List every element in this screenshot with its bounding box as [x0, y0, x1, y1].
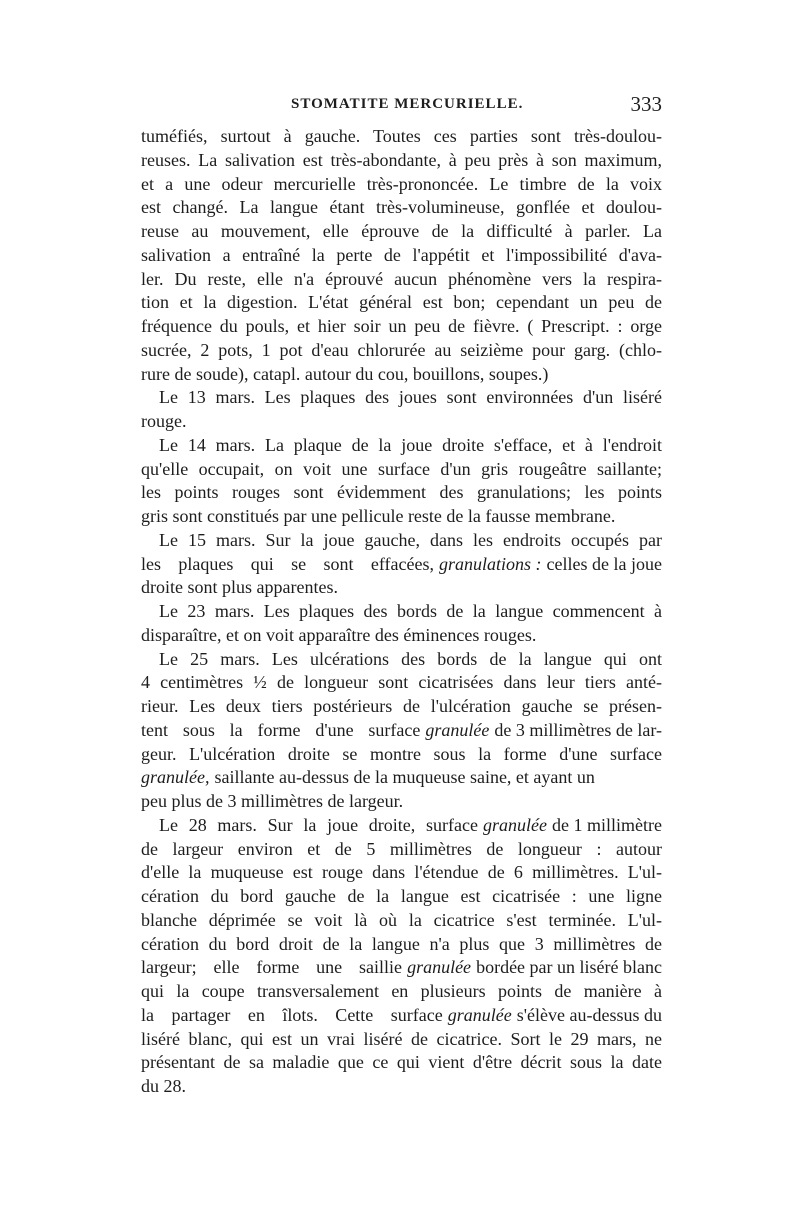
text-segment: qui la coupe transversalement en plusieurs points de manière à [141, 981, 662, 1001]
text-line [141, 1028, 662, 1052]
text-segment: geur. L'ulcération droite se montre sous la forme d'une surface [141, 743, 662, 764]
text-line [141, 315, 662, 339]
text-line [141, 196, 662, 220]
text-line [141, 624, 662, 648]
text-segment: disparaître, et on voit apparaître des éminences rouges. [141, 624, 537, 645]
text-line [141, 173, 662, 197]
text-line [141, 149, 662, 173]
text-line [141, 1075, 662, 1099]
text-segment: d'elle la muqueuse est rouge dans l'étendue de 6 millimètres. L'ul- [141, 862, 662, 883]
text-segment: gris sont constitués par une pellicule reste de la fausse membrane. [141, 506, 616, 526]
text-segment: la partager en îlots. Cette surface [141, 1004, 443, 1025]
text-segment: blanche déprimée se voit là où la cicatrice s'est terminée. L'ul- [141, 909, 662, 930]
text-segment: Le 25 mars. Les ulcérations des bords de la langue qui ont [159, 648, 662, 669]
text-line [141, 933, 662, 957]
running-head [141, 92, 662, 120]
text-line [141, 766, 662, 790]
text-segment: peu plus de 3 millimètres de largeur. [141, 791, 404, 811]
text-segment: de 3 millimètres de lar- [494, 719, 662, 740]
text-segment: 4 centimètres ½ de longueur sont cicatrisées dans leur tiers anté- [141, 672, 662, 693]
text-line [141, 980, 662, 1004]
text-line [141, 529, 662, 553]
text-segment: les points rouges sont évidemment des granulations; les points [141, 482, 662, 503]
text-line [141, 410, 662, 434]
text-segment: rieur. Les deux tiers postérieurs de l'ulcération gauche se présen- [141, 696, 662, 716]
text-segment: saillante au-dessus de la muqueuse saine, et ayant un [214, 767, 595, 788]
text-line [141, 909, 662, 933]
running-title: STOMATITE MERCURIELLE. [291, 96, 524, 112]
text-segment: sucrée, 2 pots, 1 pot d'eau chlorurée au seizième pour garg. (chlo- [141, 339, 662, 360]
text-line [141, 481, 662, 505]
text-segment: est changé. La langue étant très-volumineuse, gonflée et doulou- [141, 197, 662, 218]
text-segment: reuses. La salivation est très-abondante, à peu près à son maximum, [141, 149, 662, 170]
text-segment: liséré blanc, qui est un vrai liséré de cicatrice. Sort le 29 mars, ne [141, 1028, 662, 1049]
text-segment: du 28. [141, 1076, 186, 1096]
text-segment: les plaques qui se sont effacées, [141, 553, 434, 574]
text-line [141, 956, 662, 980]
text-line [141, 648, 662, 672]
text-segment: et a une odeur mercurielle très-prononcée. Le timbre de la voix [141, 173, 662, 194]
text-segment: tion et la digestion. L'état général est bon; cependant un peu de [141, 292, 662, 313]
text-line [141, 434, 662, 458]
text-segment: Le 14 mars. La plaque de la joue droite s'efface, et à l'endroit [159, 434, 662, 455]
text-line [141, 125, 662, 149]
italic-term: granulations : [439, 553, 542, 574]
text-line [141, 719, 662, 743]
text-line [141, 386, 662, 410]
text-line [141, 339, 662, 363]
italic-term: granulée [447, 1004, 512, 1025]
text-line [141, 1051, 662, 1075]
text-segment: s'élève au-dessus du [516, 1004, 662, 1025]
body-text [141, 125, 662, 1099]
text-line [141, 576, 662, 600]
text-segment: rure de soude), catapl. autour du cou, bouillons, soupes.) [141, 363, 549, 384]
italic-term: granulée [407, 957, 472, 978]
text-segment: Le 28 mars. Sur la joue droite, surface [159, 814, 478, 835]
text-line [141, 743, 662, 767]
italic-term: granulée [483, 814, 547, 835]
text-segment: fréquence du pouls, et hier soir un peu de fièvre. ( Prescript. : orge [141, 316, 662, 336]
text-segment: cération du bord gauche de la langue est cicatrisée : une ligne [141, 886, 662, 906]
text-segment: salivation a entraîné la perte de l'appétit et l'impossibilité d'ava- [141, 244, 662, 265]
text-segment: celles de la joue [546, 553, 662, 574]
text-line [141, 671, 662, 695]
text-line [141, 838, 662, 862]
text-segment: qu'elle occupait, on voit une surface d'un gris rougeâtre saillante; [141, 458, 662, 479]
text-segment: Le 23 mars. Les plaques des bords de la langue commencent à [159, 601, 662, 621]
text-line [141, 695, 662, 719]
text-segment: cération du bord droit de la langue n'a plus que 3 millimètres de [141, 933, 662, 954]
text-segment: de 1 millimètre [552, 814, 662, 835]
text-line [141, 363, 662, 387]
text-line [141, 814, 662, 838]
text-line [141, 600, 662, 624]
text-line [141, 244, 662, 268]
text-segment: rouge. [141, 411, 187, 431]
text-segment: ler. Du reste, elle n'a éprouvé aucun phénomène vers la respira- [141, 268, 662, 289]
text-line [141, 220, 662, 244]
text-segment: reuse au mouvement, elle éprouve de la difficulté à parler. La [141, 221, 662, 241]
text-line [141, 885, 662, 909]
page-number: 333 [630, 92, 662, 116]
text-segment: Le 13 mars. Les plaques des joues sont environnées d'un liséré [159, 387, 662, 408]
text-line [141, 458, 662, 482]
text-line [141, 291, 662, 315]
text-line [141, 1004, 662, 1028]
text-line [141, 790, 662, 814]
italic-term: granulée [425, 719, 490, 740]
text-line [141, 268, 662, 292]
text-segment: Le 15 mars. Sur la joue gauche, dans les endroits occupés par [159, 529, 662, 550]
text-segment: tent sous la forme d'une surface [141, 719, 421, 740]
text-segment: droite sont plus apparentes. [141, 577, 338, 598]
italic-term: granulée, [141, 767, 210, 788]
text-segment: de largeur environ et de 5 millimètres de longueur : autour [141, 838, 662, 859]
text-segment: tuméfiés, surtout à gauche. Toutes ces parties sont très-doulou- [141, 126, 662, 146]
text-segment: bordée par un liséré blanc [476, 957, 662, 978]
text-line [141, 553, 662, 577]
text-line [141, 505, 662, 529]
text-segment: largeur; elle forme une saillie [141, 957, 403, 978]
text-line [141, 861, 662, 885]
text-segment: présentant de sa maladie que ce qui vient d'être décrit sous la date [141, 1052, 662, 1073]
